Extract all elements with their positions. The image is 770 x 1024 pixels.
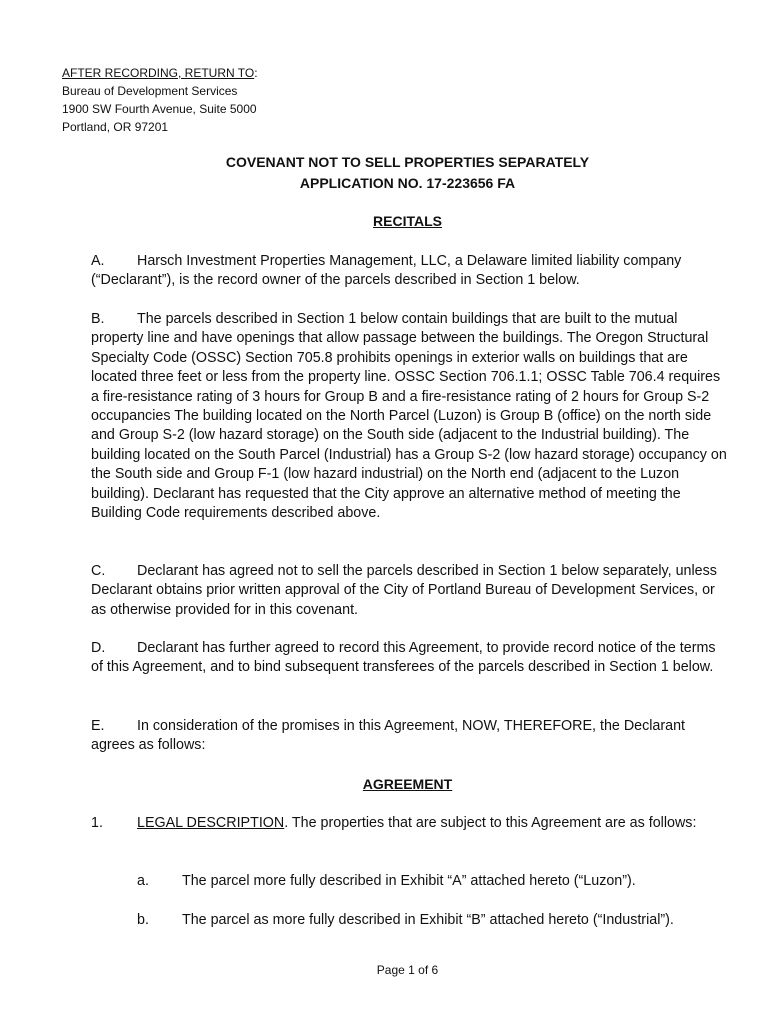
recital-d-label: D. xyxy=(91,640,106,656)
recital-a-text: Harsch Investment Properties Management, LLC, a Delaware limited liability company (“Declarant”), is the record owner of the parcels described in Section 1 below. xyxy=(91,253,682,289)
recital-d-text: Declarant has further agreed to record this Agreement, to provide record notice of the terms of this Agreement, and to bind subsequent transferees of the parcels described in Section 1 below. xyxy=(91,640,716,676)
document-title-line-2: APPLICATION NO. 17-223656 FA xyxy=(299,175,516,191)
subsection-b-label: b. xyxy=(137,912,149,928)
subsection-b xyxy=(137,911,737,930)
recital-b xyxy=(91,310,727,523)
document-title-line-1: COVENANT NOT TO SELL PROPERTIES SEPARATELY xyxy=(225,154,590,170)
return-address-block xyxy=(62,64,258,136)
return-colon: : xyxy=(254,66,258,80)
return-label-line xyxy=(62,64,258,82)
recital-a xyxy=(91,252,727,291)
address-line-2: 1900 SW Fourth Avenue, Suite 5000 xyxy=(62,102,257,116)
subsection-b-text: The parcel as more fully described in Exhibit “B” attached hereto (“Industrial”). xyxy=(182,912,674,928)
subsection-a-label: a. xyxy=(137,873,149,889)
recital-b-text: The parcels described in Section 1 below contain buildings that are built to the mutual property line and have openings that allow passage between the buildings. The Oregon Structural Specialty Code (OSSC) Section 705.8 prohibits openings in exterior walls on buildings that are located three feet or less from the property line. OSSC Section 706.1.1; OSSC Table 706.4 requires a fire-resistance rating of 3 hours for Group B and a fire-resistance rating of 2 hours for Group S-2 occupancies The building located on the North Parcel (Luzon) is Group B (office) on the north side and Group S-2 (low hazard storage) on the South side (adjacent to the Industrial building). The building located on the South Parcel (Industrial) has a Group S-2 (low hazard storage) occupancy on the South side and Group F-1 (low hazard industrial) on the North end (adjacent to the Luzon building). Declarant has requested that the City approve an alternative method of meeting the Building Code requirements described above. xyxy=(91,311,727,522)
agreement-heading: AGREEMENT xyxy=(362,776,453,792)
recital-e-label: E. xyxy=(91,718,105,734)
recital-a-label: A. xyxy=(91,253,105,269)
subsection-a-text: The parcel more fully described in Exhibit “A” attached hereto (“Luzon”). xyxy=(182,873,636,889)
address-line-3: Portland, OR 97201 xyxy=(62,120,169,134)
recital-e-text: In consideration of the promises in this Agreement, NOW, THEREFORE, the Declarant agrees as follows: xyxy=(91,718,686,754)
recital-e xyxy=(91,717,727,756)
address-line-1: Bureau of Development Services xyxy=(62,84,238,98)
recital-c-label: C. xyxy=(91,563,106,579)
section-1-text: . The properties that are subject to this Agreement are as follows: xyxy=(284,815,697,831)
subsection-a xyxy=(137,872,737,891)
recitals-heading: RECITALS xyxy=(373,213,442,229)
recital-d xyxy=(91,639,727,678)
recital-c-text: Declarant has agreed not to sell the parcels described in Section 1 below separately, unless Declarant obtains prior written approval of the City of Portland Bureau of Development Services, or as otherwise provided for in this covenant. xyxy=(91,563,717,618)
section-1-title: LEGAL DESCRIPTION xyxy=(137,815,285,831)
recital-b-label: B. xyxy=(91,311,105,327)
section-1 xyxy=(91,814,727,833)
page-number: Page 1 of 6 xyxy=(376,963,439,977)
section-1-label: 1. xyxy=(91,815,103,831)
return-label: AFTER RECORDING, RETURN TO xyxy=(62,66,255,80)
recital-c xyxy=(91,562,727,620)
